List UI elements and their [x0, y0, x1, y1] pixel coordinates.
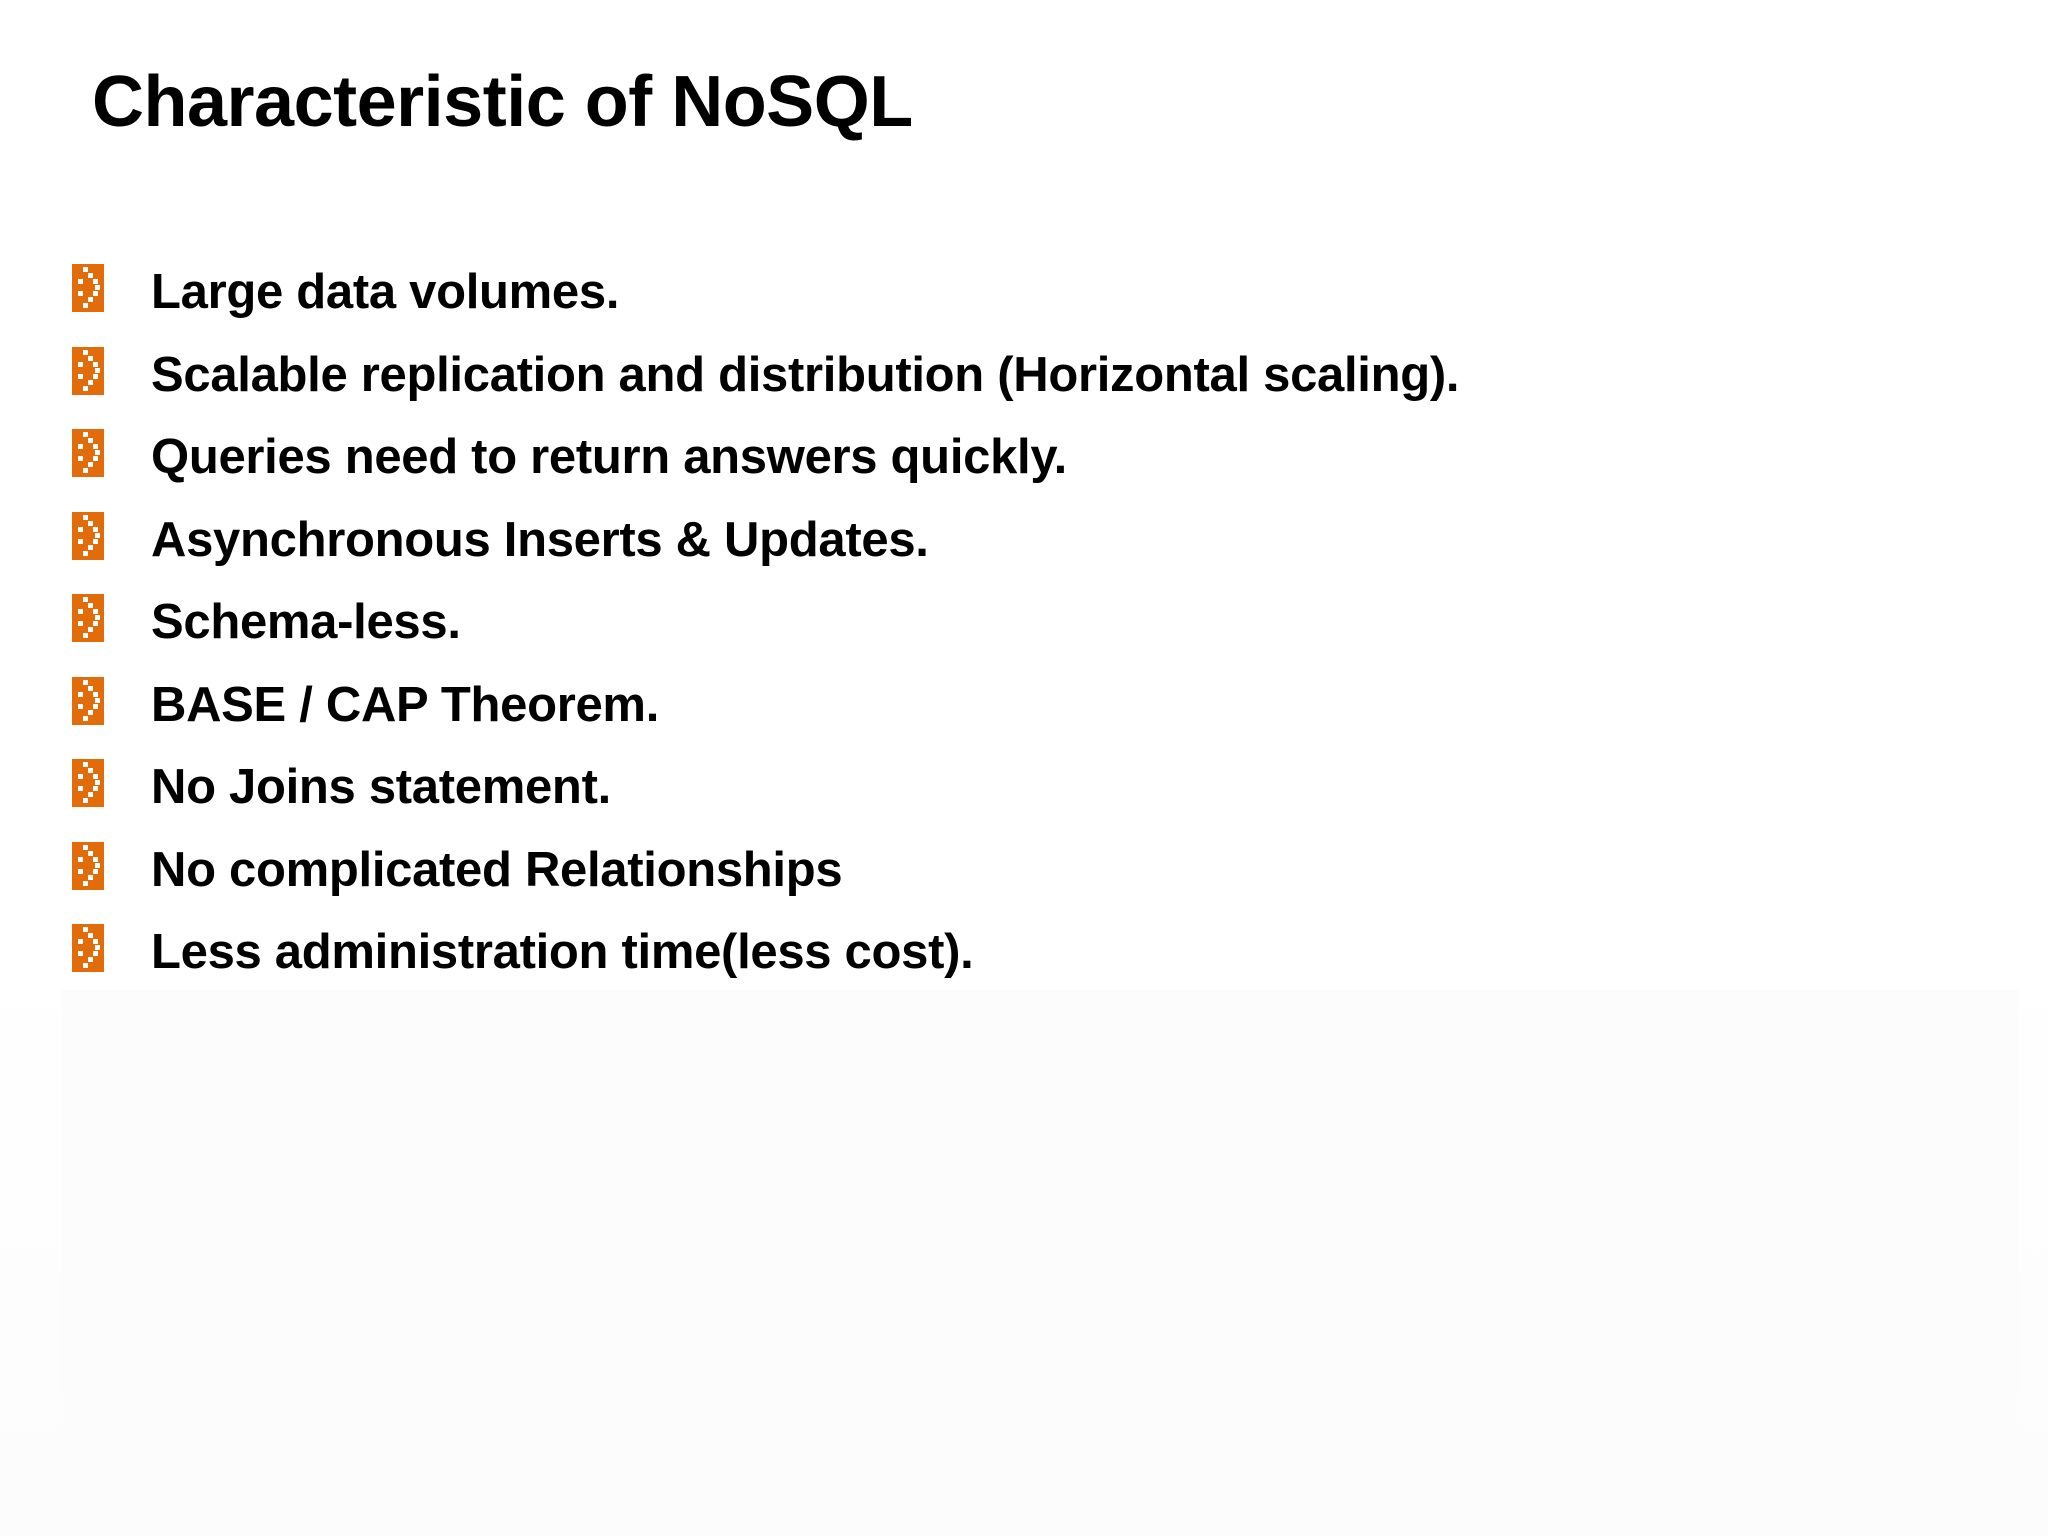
bullet-arrow-icon — [72, 264, 104, 312]
bullet-arrow-icon — [72, 677, 104, 725]
bullet-text: Asynchronous Inserts & Updates. — [151, 512, 929, 567]
bullet-arrow-icon — [72, 594, 104, 642]
bullet-arrow-icon — [72, 512, 104, 560]
bullet-arrow-icon — [72, 429, 104, 477]
bullet-arrow-icon — [72, 842, 104, 890]
slide-title: Characteristic of NoSQL — [92, 62, 913, 142]
bullet-text: Large data volumes. — [151, 265, 620, 319]
bullet-text: Less administration time(less cost). — [151, 925, 974, 979]
bullet-text: Schema-less. — [151, 595, 461, 649]
bullet-text: Queries need to return answers quickly. — [151, 430, 1067, 484]
bullet-arrow-icon — [72, 924, 104, 972]
bullet-text: Scalable replication and distribution (Horizontal scaling). — [151, 347, 1460, 402]
bullet-text: BASE / CAP Theorem. — [151, 677, 660, 732]
bullet-text: No Joins statement. — [151, 760, 611, 814]
bullet-arrow-icon — [72, 347, 104, 395]
bullet-text: No complicated Relationships — [151, 842, 843, 897]
bullet-arrow-icon — [72, 759, 104, 807]
